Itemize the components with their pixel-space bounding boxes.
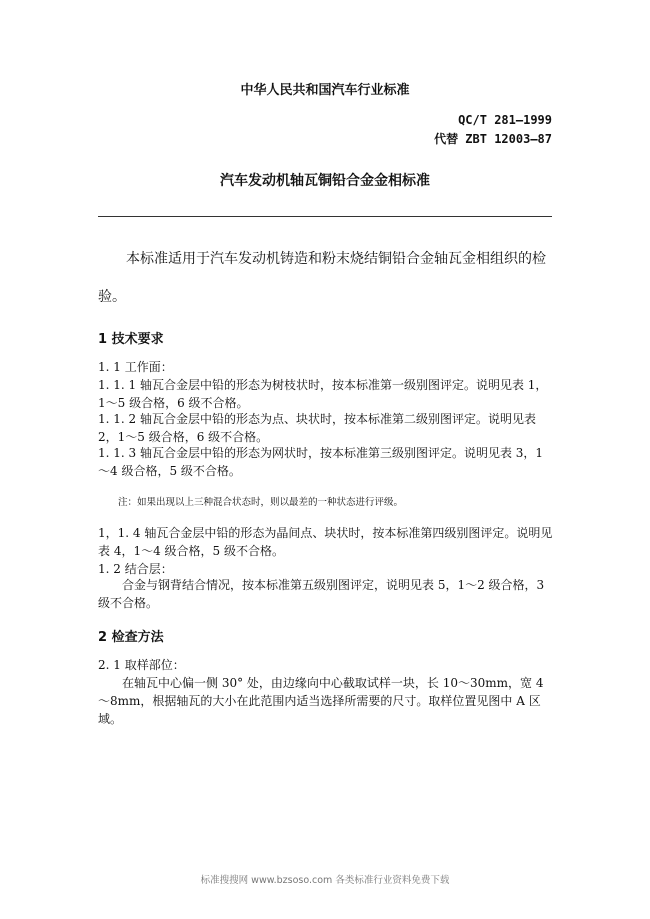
intro-paragraph: 本标准适用于汽车发动机铸造和粉末烧结铜铅合金轴瓦金相组织的检验。 xyxy=(98,251,546,305)
standard-org-heading: 中华人民共和国汽车行业标准 xyxy=(240,83,410,98)
clause-1-1: 1. 1 工作面： xyxy=(98,360,173,374)
note: 注：如果出现以上三种混合状态时，则以最差的一种状态进行评级。 xyxy=(118,497,404,508)
standard-code: QC/T 281—1999 xyxy=(458,113,552,127)
replaced-standard: 代替 ZBT 12003—87 xyxy=(434,132,552,146)
document-title: 汽车发动机轴瓦铜铅合金金相标准 xyxy=(220,173,430,189)
clause-2-1: 2. 1 取样部位： xyxy=(98,658,185,672)
clause-1-2: 1. 2 结合层： xyxy=(98,562,173,576)
footer-watermark: 标准搜搜网 www.bzsoso.com 各类标准行业资料免费下载 xyxy=(200,875,450,886)
clause-1-1-4: 1，1. 4 轴瓦合金层中铅的形态为晶间点、块状时，按本标准第四级别图评定。说明见表 4，1～4 级合格，5 级不合格。 xyxy=(98,526,553,558)
section-2-heading: 2 检查方法 xyxy=(98,630,164,645)
clause-1-2-body: 合金与钢背结合情况，按本标准第五级别图评定，说明见表 5，1～2 级合格，3 级不合格。 xyxy=(98,578,545,610)
clause-1-1-1: 1. 1. 1 轴瓦合金层中铅的形态为树枝状时，按本标准第一级别图评定。说明见表 1，1～5 级合格，6 级不合格。 xyxy=(98,378,548,410)
clause-2-1-body: 在轴瓦中心偏一侧 30° 处，由边缘向中心截取试样一块，长 10～30mm，宽 4～8mm，根据轴瓦的大小在此范围内适当选择所需要的尺寸。取样位置见图中 A 区域。 xyxy=(98,676,544,726)
title-divider xyxy=(98,216,552,217)
clause-1-1-2: 1. 1. 2 轴瓦合金层中铅的形态为点、块状时，按本标准第二级别图评定。说明见表 2，1～5 级合格，6 级不合格。 xyxy=(98,412,536,444)
section-1-heading: 1 技术要求 xyxy=(98,332,164,347)
clause-1-1-3: 1. 1. 3 轴瓦合金层中铅的形态为网状时，按本标准第三级别图评定。说明见表 3，1～4 级合格，5 级不合格。 xyxy=(98,446,544,478)
